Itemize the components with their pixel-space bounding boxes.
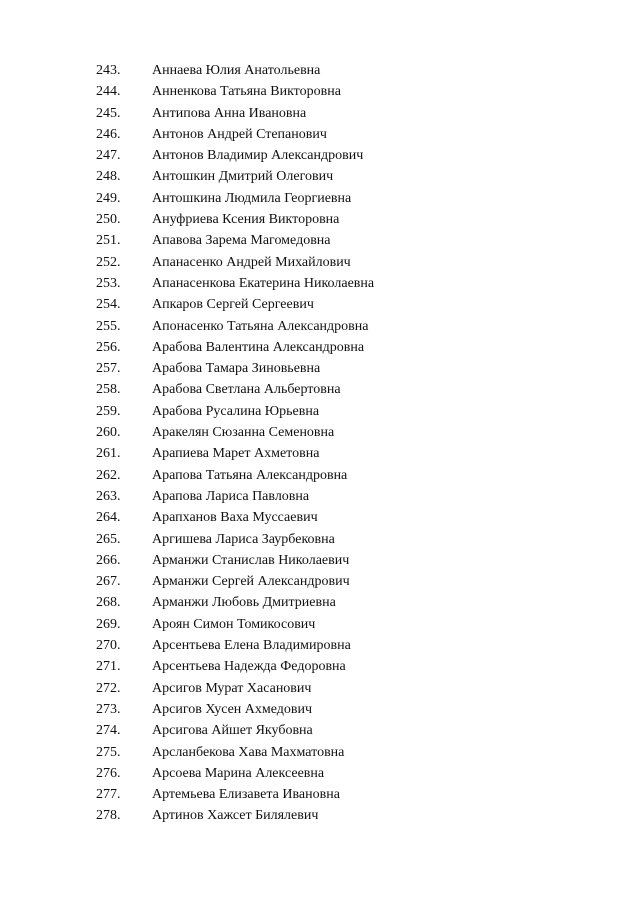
entry-name: Апкаров Сергей Сергеевич <box>152 297 314 313</box>
list-item <box>96 230 374 251</box>
list-item <box>96 507 374 528</box>
entry-name: Арапханов Ваха Муссаевич <box>152 510 318 526</box>
entry-number: 258. <box>96 382 121 398</box>
entry-name: Арманжи Любовь Дмитриевна <box>152 595 336 611</box>
entry-number: 256. <box>96 339 121 355</box>
entry-number: 249. <box>96 190 121 206</box>
entry-name: Ануфриева Ксения Викторовна <box>152 212 340 228</box>
list-item <box>96 571 374 592</box>
entry-number: 271. <box>96 659 121 675</box>
entry-name: Арсентьева Надежда Федоровна <box>152 659 346 675</box>
list-item <box>96 316 374 337</box>
list-item <box>96 699 374 720</box>
entry-name: Арабова Тамара Зиновьевна <box>152 361 321 377</box>
list-item <box>96 614 374 635</box>
entry-number: 267. <box>96 574 121 590</box>
entry-name: Арсланбекова Хава Махматовна <box>152 744 345 760</box>
list-item <box>96 443 374 464</box>
entry-number: 275. <box>96 744 121 760</box>
entry-name: Апавова Зарема Магомедовна <box>152 233 331 249</box>
entry-name: Артинов Хажсет Билялевич <box>152 808 319 824</box>
entry-name: Арманжи Станислав Николаевич <box>152 552 350 568</box>
entry-number: 257. <box>96 361 121 377</box>
list-item <box>96 166 374 187</box>
entry-number: 262. <box>96 467 121 483</box>
entry-name: Антонов Владимир Александрович <box>152 148 364 164</box>
entry-name: Апанасенкова Екатерина Николаевна <box>152 275 375 291</box>
entry-name: Арапиева Марет Ахметовна <box>152 446 320 462</box>
entry-name: Арсигова Айшет Якубовна <box>152 723 313 739</box>
entry-name: Арсигов Мурат Хасанович <box>152 680 312 696</box>
entry-number: 272. <box>96 680 121 696</box>
list-item <box>96 635 374 656</box>
list-item <box>96 656 374 677</box>
list-item <box>96 678 374 699</box>
entry-number: 266. <box>96 552 121 568</box>
list-item <box>96 294 374 315</box>
entry-name: Апанасенко Андрей Михайлович <box>152 254 351 270</box>
list-item <box>96 486 374 507</box>
list-item <box>96 550 374 571</box>
entry-name: Арманжи Сергей Александрович <box>152 574 350 590</box>
entry-number: 245. <box>96 105 121 121</box>
list-item <box>96 81 374 102</box>
entry-number: 248. <box>96 169 121 185</box>
entry-number: 274. <box>96 723 121 739</box>
entry-name: Арабова Валентина Александровна <box>152 339 365 355</box>
entry-number: 261. <box>96 446 121 462</box>
list-item <box>96 401 374 422</box>
entry-name: Анненкова Татьяна Викторовна <box>152 84 341 100</box>
list-item <box>96 720 374 741</box>
entry-number: 244. <box>96 84 121 100</box>
list-item <box>96 422 374 443</box>
entry-number: 277. <box>96 787 121 803</box>
list-item <box>96 805 374 826</box>
entry-number: 252. <box>96 254 121 270</box>
entry-number: 246. <box>96 126 121 142</box>
entry-name: Апонасенко Татьяна Александровна <box>152 318 369 334</box>
entry-number: 273. <box>96 701 121 717</box>
entry-number: 264. <box>96 510 121 526</box>
entry-name: Ароян Симон Томикосович <box>152 616 316 632</box>
entry-number: 250. <box>96 212 121 228</box>
list-item <box>96 529 374 550</box>
name-list <box>96 60 374 827</box>
entry-number: 247. <box>96 148 121 164</box>
entry-name: Антонов Андрей Степанович <box>152 126 327 142</box>
entry-name: Аргишева Лариса Заурбековна <box>152 531 335 547</box>
entry-number: 253. <box>96 275 121 291</box>
list-item <box>96 124 374 145</box>
entry-name: Арсоева Марина Алексеевна <box>152 765 325 781</box>
entry-name: Арсигов Хусен Ахмедович <box>152 701 313 717</box>
list-item <box>96 465 374 486</box>
entry-number: 255. <box>96 318 121 334</box>
entry-number: 254. <box>96 297 121 313</box>
list-item <box>96 763 374 784</box>
list-item <box>96 252 374 273</box>
entry-name: Аннаева Юлия Анатольевна <box>152 63 321 78</box>
entry-number: 260. <box>96 425 121 441</box>
list-item <box>96 784 374 805</box>
entry-number: 276. <box>96 765 121 781</box>
list-item <box>96 742 374 763</box>
entry-number: 251. <box>96 233 121 249</box>
list-item <box>96 103 374 124</box>
entry-name: Арабова Светлана Альбертовна <box>152 382 341 398</box>
entry-name: Антипова Анна Ивановна <box>152 105 307 121</box>
list-item <box>96 145 374 166</box>
entry-number: 263. <box>96 488 121 504</box>
entry-number: 265. <box>96 531 121 547</box>
list-item <box>96 592 374 613</box>
entry-number: 268. <box>96 595 121 611</box>
entry-number: 278. <box>96 808 121 824</box>
entry-number: 269. <box>96 616 121 632</box>
entry-name: Аракелян Сюзанна Семеновна <box>152 425 335 441</box>
list-item <box>96 379 374 400</box>
entry-name: Антошкин Дмитрий Олегович <box>152 169 334 185</box>
entry-name: Арапова Лариса Павловна <box>152 488 310 504</box>
list-item <box>96 273 374 294</box>
entry-name: Арапова Татьяна Александровна <box>152 467 348 483</box>
list-item <box>96 337 374 358</box>
entry-number: 243. <box>96 63 121 78</box>
entry-number: 259. <box>96 403 121 419</box>
entry-name: Антошкина Людмила Георгиевна <box>152 190 352 206</box>
list-item <box>96 358 374 379</box>
entry-number: 270. <box>96 638 121 654</box>
list-item <box>96 209 374 230</box>
list-item <box>96 188 374 209</box>
list-item <box>96 60 374 81</box>
entry-name: Артемьева Елизавета Ивановна <box>152 787 340 803</box>
entry-name: Арсентьева Елена Владимировна <box>152 638 351 654</box>
entry-name: Арабова Русалина Юрьевна <box>152 403 320 419</box>
